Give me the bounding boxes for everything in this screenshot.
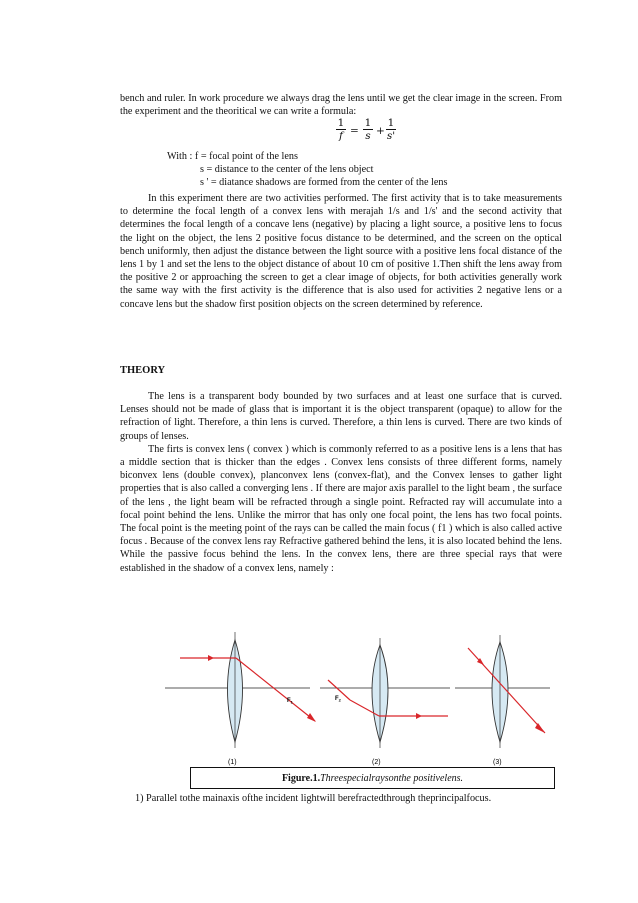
caption-italic: Threespecialraysonthe positivelens.: [320, 773, 464, 784]
figure-caption: [191, 773, 554, 784]
intro-paragraph: bench and ruler. In work procedure we always drag the lens until we get the clear image in the screen. From the experiment and the theoritical we can write a formula:: [120, 93, 562, 118]
focus-label-f2: $F_2$: [335, 696, 341, 703]
ray-arrow-icon: [416, 713, 422, 719]
lens-formula: [336, 118, 396, 148]
equals-sign: =: [350, 125, 359, 137]
frac-lhs: $\frac{1}{f}$: [337, 117, 345, 142]
caption-bold: Figure.1.: [281, 773, 321, 784]
theory-paragraph-1: The lens is a transparent body bounded by two surfaces and at least one surface that is curved. Lenses should not be made of glass that is important it is the object transparent (opaque) to allow for the refraction of light. Therefore, a thin lens is curved. Therefore, a thin lens is curved. There are two kinds of groups of lenses.: [120, 391, 562, 442]
theory-section: [120, 390, 562, 575]
definition-f: With : f = focal point of the lens: [167, 151, 298, 162]
definition-s: s = distance to the center of the lens object: [200, 164, 374, 176]
plus-sign: +: [376, 125, 385, 137]
variable-definitions: [167, 150, 447, 190]
ray-1-refracted: [236, 658, 315, 721]
focus-label-f1: $F_1$: [287, 698, 293, 705]
panel-label-3: (3): [493, 759, 502, 766]
ray-arrow-icon: [307, 713, 316, 722]
panel-label-2: (2): [372, 759, 381, 766]
activities-paragraph: In this experiment there are two activities performed. The first activity that is to take measurements to determine the focal length of a convex lens with merajah 1/s and 1/s' and the second activity that determines the focal length of a concave lens (negative) by placing a light source, a positive lens to focus the light on the object, the lens 2 positive focus distance to be determined, and the screen on the optical bench uniformly, then adjust the distance between the light source with a positive lens focal distance of the lens 1 by 1 and set the lens to the object distance of about 10 cm of positive 1.Then shift the lens away from the positive 2 or approaching the screen to get a clear image of objects, for both activities generally work the same way with the first activity is the difference that is also used for activities 2 negative lens or a concave lens but the shadow first position objects on the screen determined by reference.: [120, 193, 562, 310]
panel-1-convex-lens: [165, 632, 316, 766]
definition-s-prime: s ' = diatance shadows are formed from the center of the lens: [200, 177, 448, 189]
panel-label-1: (1): [228, 759, 237, 766]
theory-heading: THEORY: [120, 365, 166, 376]
text-body: [120, 92, 562, 118]
figure-caption-box: [190, 767, 555, 789]
list-item-1: 1) Parallel tothe mainaxis ofthe incident lightwill berefractedthrough theprincipalfocus.: [135, 793, 492, 804]
lens-ray-figure: [150, 630, 550, 770]
panel-2-convex-lens: [320, 638, 450, 766]
theory-paragraph-2: The firts is convex lens ( convex ) which is commonly referred to as a positive lens is a lens that has a middle section that is thicker than the edges . Convex lens consists of three different forms, namely biconvex lens (double convex), planconvex lens (convex-flat), and the Convex lenses to gather light properties that is also called a converging lens . If there are major axis parallel to the light beam , the surface of the lens , the light beam will be refracted through a single point. Refracted ray will accumulate into a focal point behind the lens. Unlike the mirror that has only one focal point, the lens has two focal points. The focal point is the meeting point of the rays can be called the main focus ( f1 ) which is also called active focus . Because of the convex lens ray Refractive gathered behind the lens, it is also located behind the lens. While the passive focus behind the lens. In the convex lens, there are three special rays that were established in the shadow of a convex lens, namely :: [120, 443, 562, 574]
panel-3-convex-lens: [455, 635, 550, 766]
activities-section: [120, 192, 562, 311]
frac-s: $\frac{1}{s}$: [364, 117, 372, 142]
ray-arrow-icon: [208, 655, 214, 661]
frac-s-prime: $\frac{1}{s'}$: [386, 117, 396, 142]
